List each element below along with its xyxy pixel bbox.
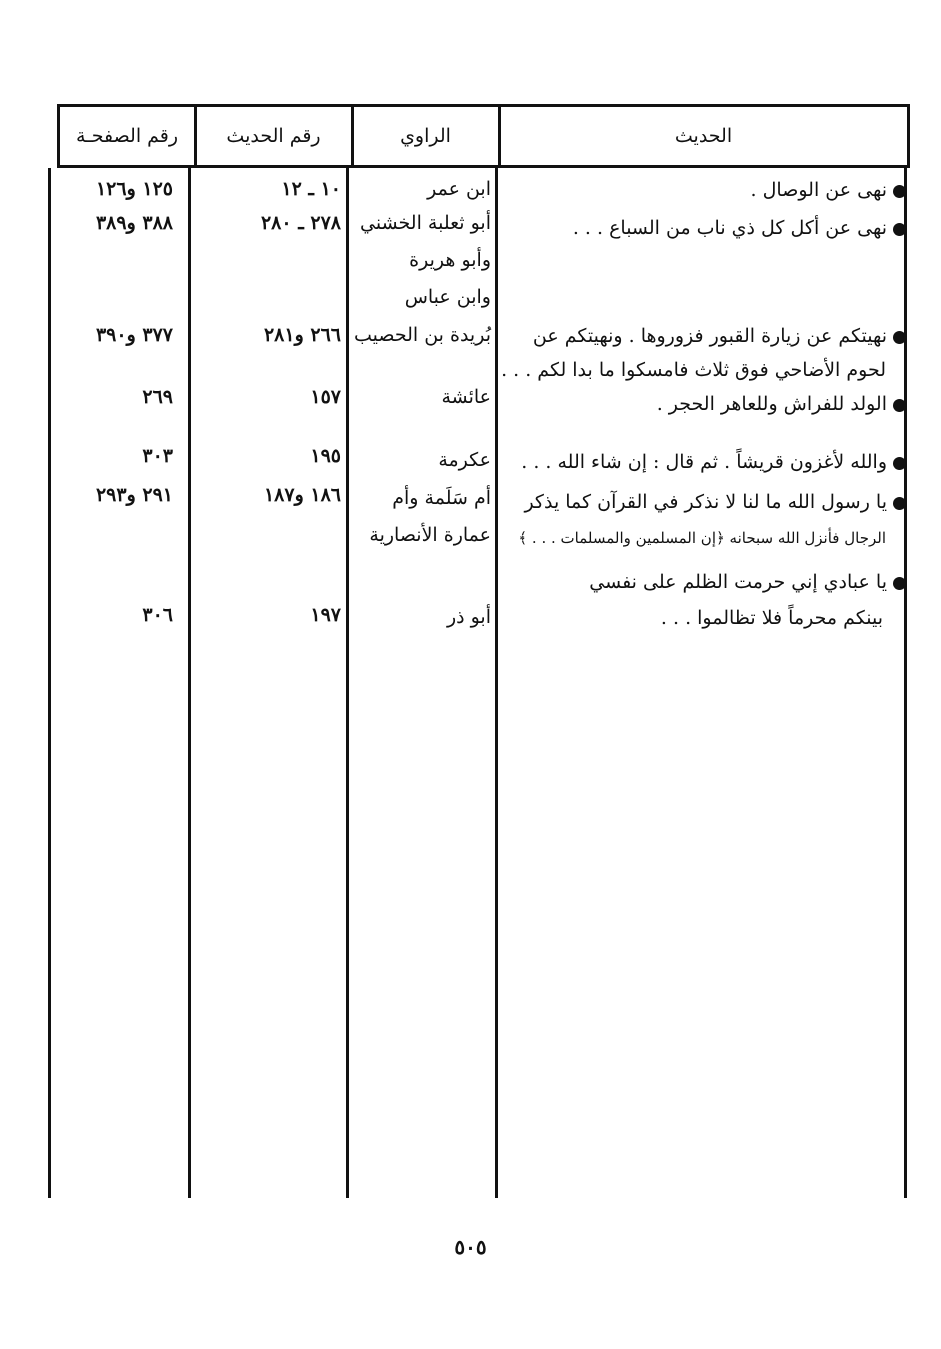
page-number-cell: ٣٠٦ — [142, 604, 173, 626]
hadith-text: والله لأغزون قريشاً . ثم قال : إن شاء الله . . . — [521, 444, 906, 480]
page-number-cell: ١٢٥ و١٢٦ — [95, 178, 173, 200]
hadith-number: ١٠ ـ ١٢ — [281, 178, 341, 200]
column-line — [495, 168, 498, 1198]
header-divider — [498, 107, 501, 165]
narrator: أم سَلَمة وأم — [392, 487, 491, 509]
narrator: أبو ذر — [446, 606, 491, 628]
hadith-text: نهى عن أكل كل ذي ناب من السباع . . . — [573, 210, 906, 246]
narrator: عكرمة — [438, 449, 491, 471]
bullet-icon — [893, 577, 906, 590]
header-hadith: الحديث — [674, 125, 733, 147]
column-line — [188, 168, 191, 1198]
narrator: وابن عباس — [404, 286, 491, 308]
page-number-cell: ٣٠٣ — [142, 445, 173, 467]
hadith-text: نهيتكم عن زيارة القبور فزوروها . ونهيتكم عن — [533, 318, 906, 354]
column-line — [346, 168, 349, 1198]
narrator: عمارة الأنصارية — [369, 524, 491, 546]
narrator: أبو ثعلبة الخشني — [360, 212, 491, 234]
bullet-icon — [893, 457, 906, 470]
hadith-text-continued: الرجال فأنزل الله سبحانه ﴿إن المسلمين والمسلمات . . . ﴾ — [518, 529, 886, 547]
header-divider — [351, 107, 354, 165]
hadith-number: ١٩٧ — [310, 604, 341, 626]
bullet-icon — [893, 223, 906, 236]
hadith-number: ٢٧٨ ـ ٢٨٠ — [260, 212, 341, 234]
hadith-text-continued: لحوم الأضاحي فوق ثلاث فامسكوا ما بدا لكم . . . — [501, 359, 886, 381]
narrator: بُريدة بن الحصيب — [353, 324, 491, 346]
hadith-text: نهى عن الوصال . — [751, 172, 906, 208]
page-number-cell: ٢٩١ و٢٩٣ — [95, 484, 173, 506]
column-line — [48, 168, 51, 1198]
hadith-text: يا رسول الله ما لنا لا نذكر في القرآن كما يذكر — [524, 484, 906, 520]
narrator: عائشة — [441, 386, 491, 408]
narrator: وأبو هريرة — [409, 249, 491, 271]
bullet-icon — [893, 497, 906, 510]
header-hadith-number: رقم الحديث — [226, 125, 321, 147]
bullet-icon — [893, 331, 906, 344]
hadith-text-continued: بينكم محرماً فلا تظالموا . . . — [660, 607, 883, 629]
hadith-number: ١٨٦ و١٨٧ — [263, 484, 341, 506]
bullet-icon — [893, 185, 906, 198]
page-number-cell: ٣٨٨ و٣٨٩ — [95, 212, 173, 234]
header-page-number: رقم الصفحـة — [75, 125, 179, 147]
page-footer-number: ٥٠٥ — [454, 1235, 487, 1259]
narrator: ابن عمر — [427, 178, 491, 200]
hadith-text: الولد للفراش وللعاهر الحجر . — [657, 386, 906, 422]
hadith-text: يا عبادي إني حرمت الظلم على نفسي — [589, 564, 906, 600]
bullet-icon — [893, 399, 906, 412]
hadith-number: ١٩٥ — [310, 445, 341, 467]
header-narrator: الراوي — [400, 125, 451, 147]
table-header — [57, 104, 910, 168]
header-divider — [194, 107, 197, 165]
page-number-cell: ٢٦٩ — [142, 386, 173, 408]
hadith-number: ٢٦٦ و٢٨١ — [263, 324, 341, 346]
page-number-cell: ٣٧٧ و٣٩٠ — [95, 324, 173, 346]
hadith-number: ١٥٧ — [310, 386, 341, 408]
